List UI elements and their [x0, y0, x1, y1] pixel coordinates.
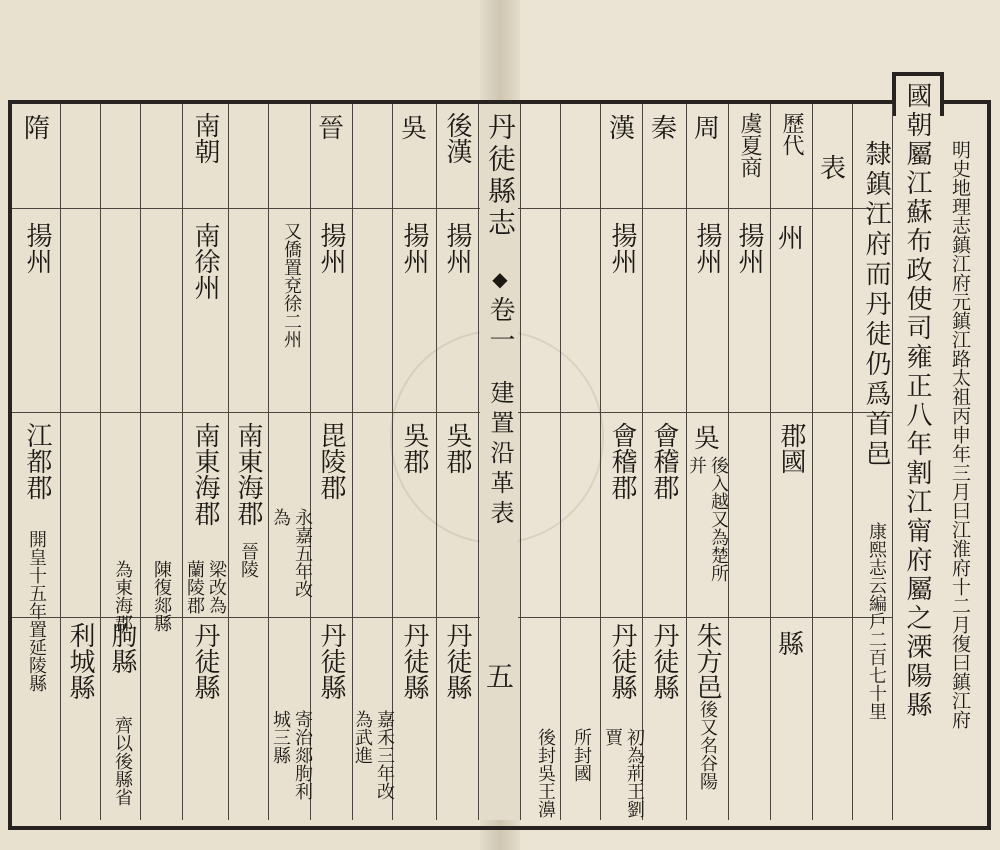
jun-note-jin: 永嘉五年改為: [270, 508, 313, 598]
header-jun: 郡國: [776, 422, 806, 474]
zhou-south-xu: 南徐州: [190, 222, 220, 300]
xian-licheng: 利城縣: [65, 622, 95, 700]
section-title: 建置沿革表: [486, 380, 514, 530]
col-line: [478, 104, 479, 820]
jun-sui: 江都郡: [22, 422, 52, 500]
col-line: [140, 104, 141, 820]
jun-south-donghai: 南東海郡: [190, 422, 220, 526]
zhou-jin: 揚州: [316, 222, 346, 274]
table-label: 表: [819, 154, 846, 184]
xian-note-qin: 初為荊王劉賈: [602, 728, 645, 818]
col-line: [182, 104, 183, 820]
era-zhou: 周: [693, 114, 720, 144]
header-note: 國朝屬江蘇布政使司雍正八年割江甯府屬之溧陽縣: [902, 82, 932, 720]
row-line-2: [12, 412, 892, 413]
jun-note-sui: 開皇十五年置延陵縣: [26, 530, 47, 692]
zhou-sui: 揚州: [22, 222, 52, 274]
zhou-note-jin: 又僑置兗徐二州: [281, 222, 302, 348]
header-note-continued: 隸鎮江府而丹徒仍爲首邑: [861, 140, 891, 470]
era-han: 漢: [608, 114, 635, 144]
era-wu: 吳: [400, 114, 427, 144]
volume-label: ◆ 卷一: [485, 267, 515, 356]
jun-han: 會稽郡: [607, 422, 637, 500]
col-line: [642, 104, 643, 820]
col-line: [812, 104, 813, 820]
jun-wu: 吳郡: [399, 422, 429, 474]
page-number: 五: [485, 660, 514, 693]
era-sui: 隋: [23, 114, 50, 144]
xian-zhou: 朱方邑 後又名谷陽: [692, 622, 722, 790]
col-line: [60, 104, 61, 820]
col-line: [852, 104, 853, 820]
zhou-yu: 揚州: [734, 222, 764, 274]
header-era: 歷代: [779, 112, 804, 156]
zhou-later-han: 揚州: [442, 222, 472, 274]
jun-later-han: 吳郡: [442, 422, 472, 474]
book-title: 丹徒縣志: [484, 112, 517, 240]
xian-note-han: 所封國: [571, 728, 592, 782]
jun-zhou: 吳 後入越又為楚所并: [686, 424, 729, 582]
era-later-han: 後漢: [442, 112, 472, 164]
zhou-han: 揚州: [607, 222, 637, 274]
jun-south-donghai-2: 南東海郡: [233, 422, 263, 526]
xian-qu: 朐縣: [107, 622, 137, 674]
header-xian: 縣: [777, 630, 804, 660]
era-jin: 晉: [317, 114, 344, 144]
xian-jin: 丹徒縣: [316, 622, 346, 700]
xian-southern: 丹徒縣: [190, 622, 220, 700]
era-southern-dynasties: 南朝: [190, 112, 220, 164]
era-qin: 秦: [650, 114, 677, 144]
xian-later-han: 丹徒縣: [442, 622, 472, 700]
col-line: [436, 104, 437, 820]
col-line: [560, 104, 561, 820]
jun-note-donghai: 為東海郡: [112, 560, 133, 632]
jun-jin: 毘陵郡: [316, 422, 346, 500]
row-line-1: [12, 208, 892, 209]
col-line: [520, 104, 521, 820]
xian-qin: 丹徒縣: [649, 622, 679, 700]
xian-note-wu: 嘉禾三年改為武進: [352, 710, 395, 800]
zhou-zhou: 揚州: [692, 222, 722, 274]
header-zhou: 州: [777, 224, 804, 254]
xian-note-qi: 齊以後縣省: [112, 716, 133, 806]
era-yu-xia-shang: 虞夏商: [737, 112, 762, 178]
col-line: [770, 104, 771, 820]
col-line: [600, 104, 601, 820]
side-note: 明史地理志鎮江府元鎮江路太祖丙申年三月曰江淮府十二月復曰鎮江府: [949, 140, 971, 729]
xian-wu: 丹徒縣: [399, 622, 429, 700]
col-line: [228, 104, 229, 820]
xian-note-han-2: 後封吳王濞: [535, 728, 556, 818]
jun-note-liang: 梁改為蘭陵郡: [184, 560, 227, 614]
col-line: [100, 104, 101, 820]
xian-han: 丹徒縣: [607, 622, 637, 700]
jun-qin: 會稽郡: [649, 422, 679, 500]
xian-note-jin: 寄治郯朐利城三縣: [270, 710, 313, 800]
jun-note-jinling: 晉陵: [238, 542, 259, 578]
zhou-wu: 揚州: [399, 222, 429, 274]
jun-note-chen: 陳復郯縣: [151, 560, 172, 632]
kangxi-note: 康熙志云編戶二百七十里: [866, 522, 887, 720]
